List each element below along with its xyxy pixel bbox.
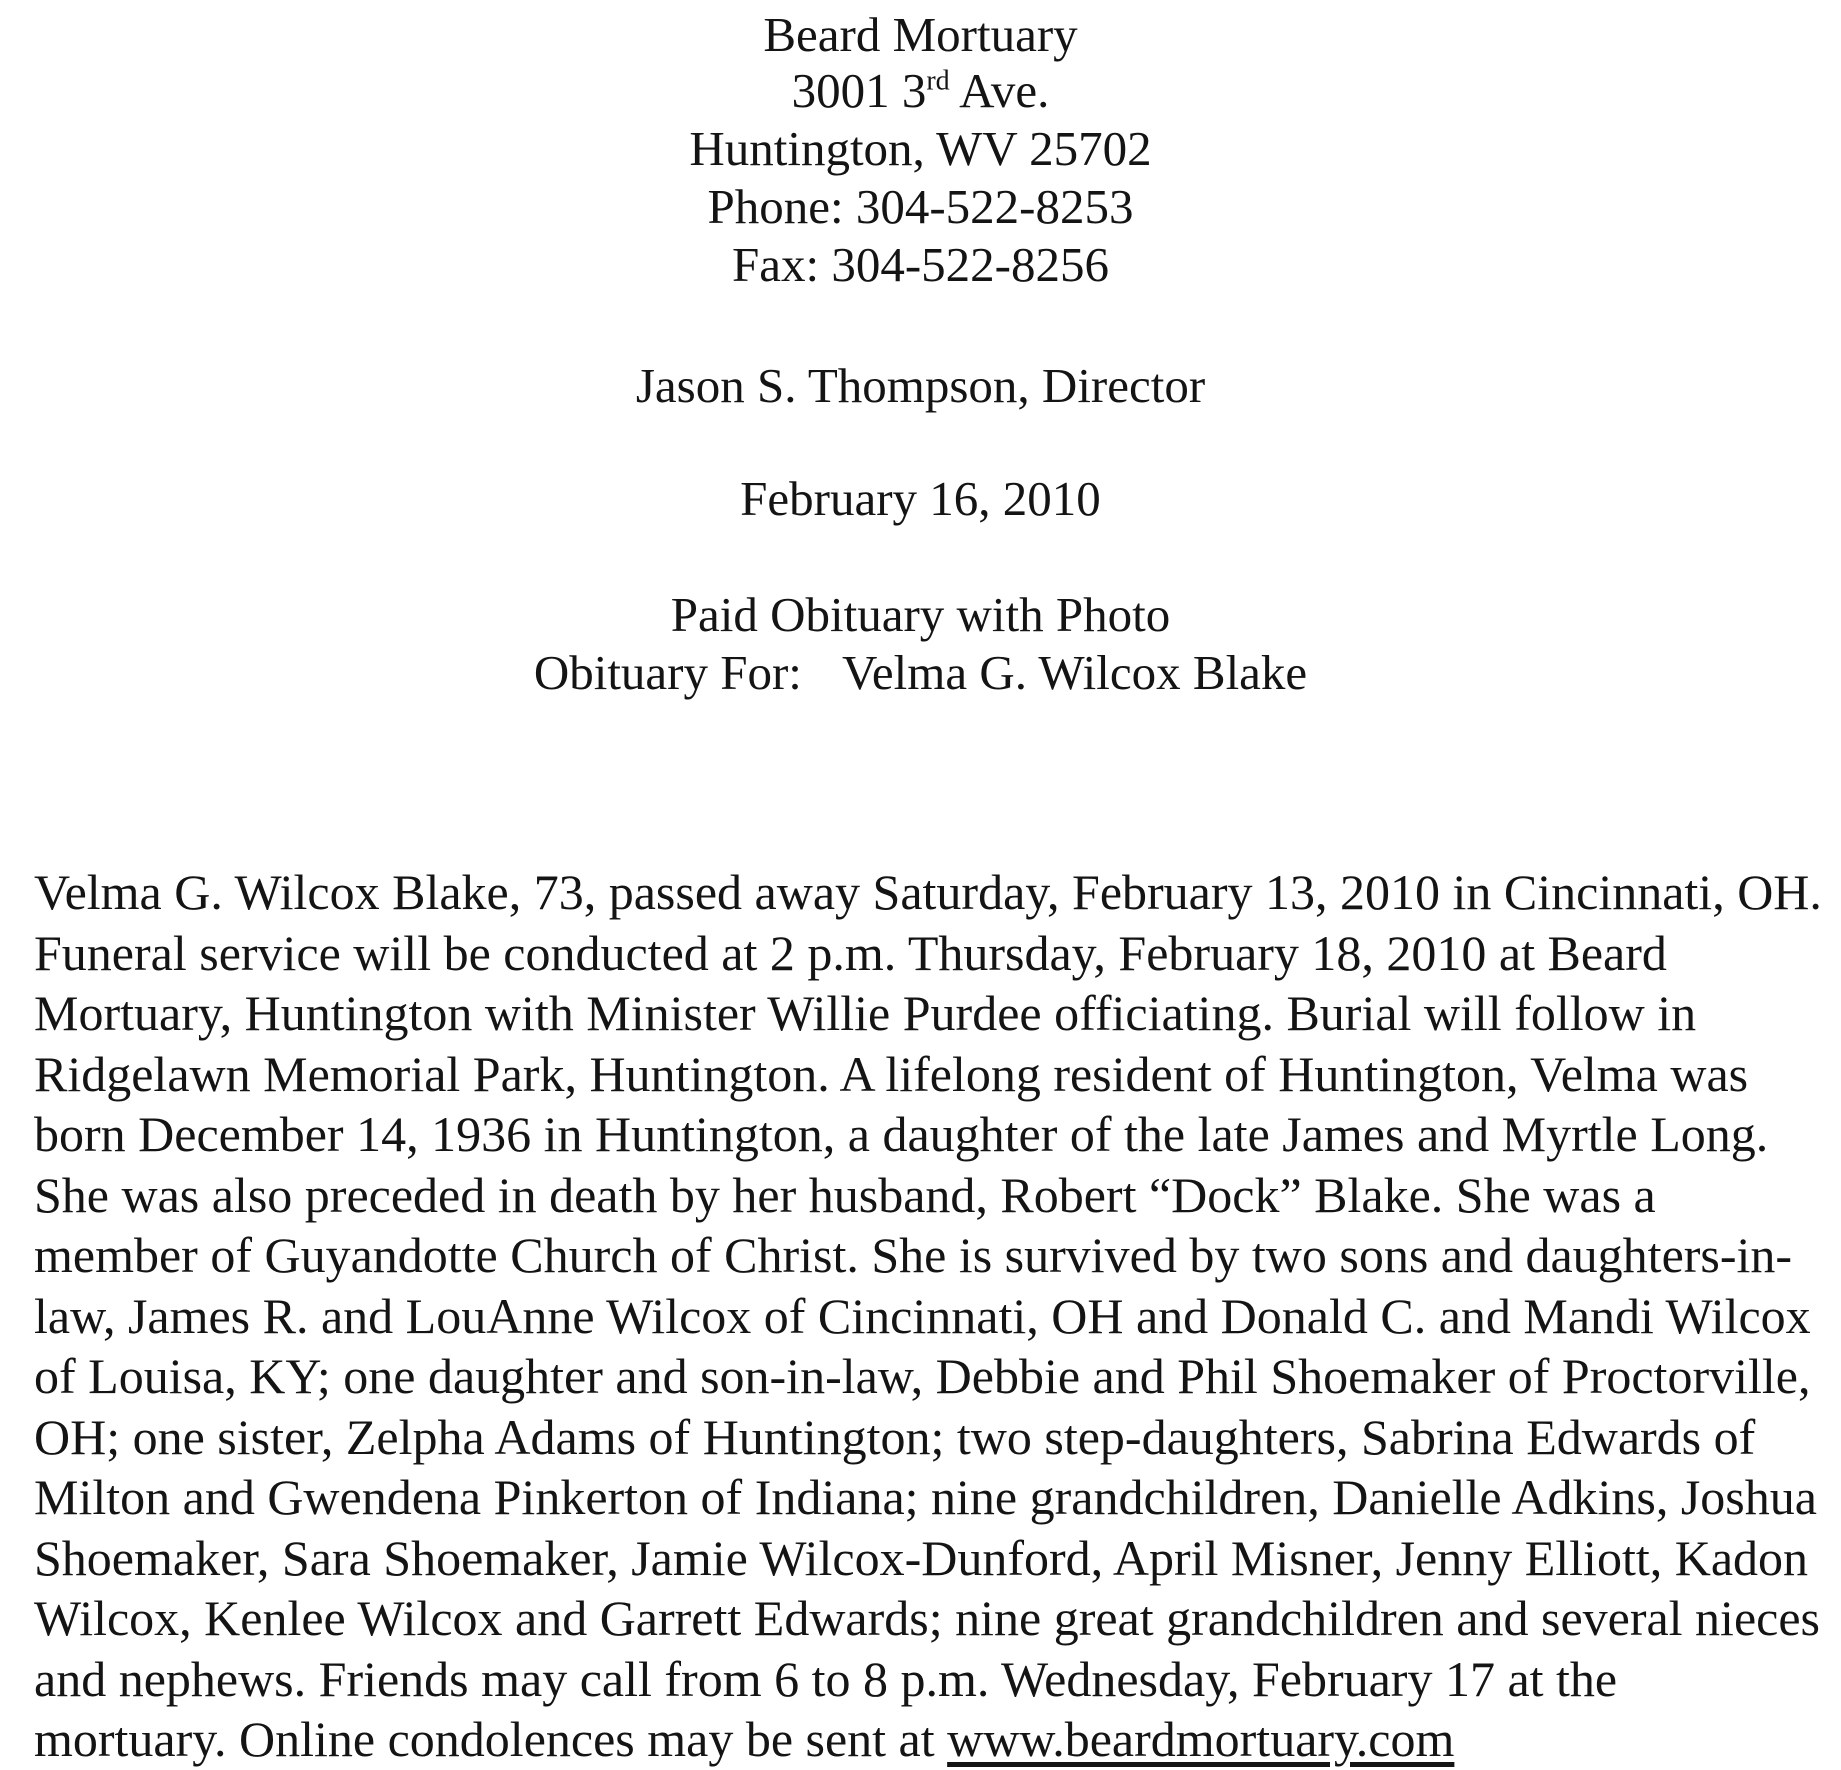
obituary-line: and nephews. Friends may call from 6 to 8 p.m. Wednesday, February 17 at the (34, 1650, 1618, 1707)
obituary-last-line-text: mortuary. Online condolences may be sent at (34, 1711, 948, 1767)
obituary-line: born December 14, 1936 in Huntington, a daughter of the late James and Myrtle Long. (34, 1106, 1769, 1162)
obituary-line: Mortuary, Huntington with Minister Willie Purdee officiating. Burial will follow in (34, 985, 1697, 1041)
obituary-for-name: Velma G. Wilcox Blake (841, 645, 1308, 700)
obituary-line: Shoemaker, Sara Shoemaker, Jamie Wilcox-Dunford, April Misner, Jenny Elliott, Kadon (34, 1529, 1809, 1586)
street-rest: Ave. (949, 63, 1050, 118)
city-line: Huntington, WV 25702 (689, 121, 1152, 176)
street-ordinal: rd (926, 65, 950, 97)
obituary-line: She was also preceded in death by her husband, Robert “Dock” Blake. She was a (34, 1166, 1656, 1223)
fax-line: Fax: 304-522-8256 (732, 237, 1109, 292)
obituary-last-line (34, 1709, 1834, 1770)
notice-type: Paid Obituary with Photo (670, 587, 1171, 642)
obituary-line: Ridgelawn Memorial Park, Huntington. A lifelong resident of Huntington, Velma was (34, 1045, 1749, 1102)
obituary-text (34, 862, 1834, 1770)
letter-date: February 16, 2010 (740, 471, 1101, 526)
website-link[interactable]: www.beardmortuary.com (947, 1711, 1455, 1767)
obituary-for-line (0, 644, 1841, 702)
obituary-line: of Louisa, KY; one daughter and son-in-law, Debbie and Phil Shoemaker of Proctorville, (34, 1348, 1811, 1404)
obituary-line: Funeral service will be conducted at 2 p.m. Thursday, February 18, 2010 at Beard (34, 924, 1667, 981)
street-number: 3001 3 (791, 63, 927, 118)
obituary-line: Wilcox, Kenlee Wilcox and Garrett Edwards; nine great grandchildren and several nieces (34, 1590, 1820, 1646)
obituary-for-label: Obituary For: (533, 645, 802, 700)
street-address (0, 62, 1841, 120)
business-name: Beard Mortuary (763, 7, 1078, 62)
director-line: Jason S. Thompson, Director (635, 358, 1206, 413)
phone-line: Phone: 304-522-8253 (707, 179, 1134, 234)
obituary-line: law, James R. and LouAnne Wilcox of Cincinnati, OH and Donald C. and Mandi Wilcox (34, 1287, 1811, 1344)
obituary-line: Milton and Gwendena Pinkerton of Indiana; nine grandchildren, Danielle Adkins, Joshua (34, 1469, 1817, 1525)
obituary-line: Velma G. Wilcox Blake, 73, passed away Saturday, February 13, 2010 in Cincinnati, OH. (34, 864, 1822, 920)
obituary-line: OH; one sister, Zelpha Adams of Huntington; two step-daughters, Sabrina Edwards of (34, 1408, 1756, 1465)
obituary-line: member of Guyandotte Church of Christ. She is survived by two sons and daughters-in- (34, 1227, 1793, 1283)
